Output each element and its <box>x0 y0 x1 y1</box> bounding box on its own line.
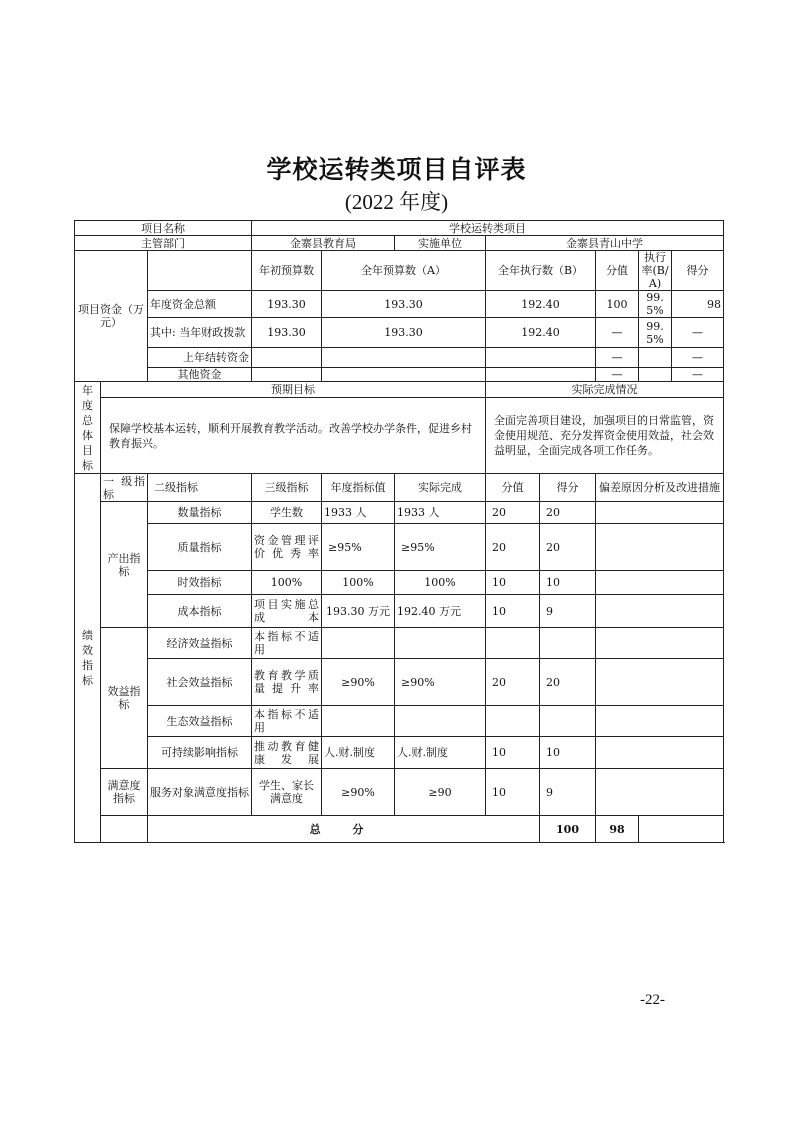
indicator-score: 9 <box>540 595 596 628</box>
funds-row-annual <box>322 348 486 368</box>
funds-row-label: 其他资金 <box>148 368 252 382</box>
indicators-header-score: 得分 <box>540 474 596 502</box>
goals-content-row <box>75 398 724 474</box>
indicator-row <box>75 659 724 706</box>
indicator-row <box>75 524 724 571</box>
funds-row-exec <box>486 368 596 382</box>
indicator-level2: 成本指标 <box>148 595 252 628</box>
funds-row-initial <box>252 348 322 368</box>
indicator-actual <box>395 628 486 659</box>
indicator-level3: 教育教学质量提升率 <box>252 659 322 706</box>
funds-row-initial: 193.30 <box>252 318 322 348</box>
indicator-level2: 质量指标 <box>148 524 252 571</box>
indicator-score: 9 <box>540 769 596 816</box>
indicator-row <box>75 706 724 737</box>
funds-row-exec: 192.40 <box>486 318 596 348</box>
funds-row-score: — <box>672 368 724 382</box>
funds-header-exec: 全年执行数（B） <box>486 251 596 291</box>
indicator-value: 10 <box>486 737 540 769</box>
indicator-score <box>540 628 596 659</box>
funds-row-initial <box>252 368 322 382</box>
funds-header-row <box>75 251 724 291</box>
indicator-actual <box>395 706 486 737</box>
indicator-level3: 推动教育健康发展 <box>252 737 322 769</box>
indicator-level3: 100% <box>252 571 322 595</box>
funds-row <box>75 291 724 318</box>
indicator-actual: 100% <box>395 571 486 595</box>
funds-row-label: 其中: 当年财政拨款 <box>148 318 252 348</box>
indicator-target: 1933 人 <box>322 502 395 524</box>
indicators-header-row <box>75 474 724 502</box>
indicator-target: 193.30 万元 <box>322 595 395 628</box>
indicators-header-value: 分值 <box>486 474 540 502</box>
funds-row-rate: 99.5% <box>639 291 672 318</box>
indicator-level2: 时效指标 <box>148 571 252 595</box>
total-score: 98 <box>596 816 639 843</box>
indicator-value: 10 <box>486 769 540 816</box>
benefit-indicators-label: 效益指标 <box>101 628 148 769</box>
indicator-analysis <box>596 706 724 737</box>
satisfaction-indicators-label: 满意度指标 <box>101 769 148 816</box>
indicator-level3: 学生数 <box>252 502 322 524</box>
indicator-level2: 可持续影响指标 <box>148 737 252 769</box>
funds-row-value: — <box>596 368 639 382</box>
indicator-value: 20 <box>486 502 540 524</box>
funds-row-exec <box>486 348 596 368</box>
total-label: 总 分 <box>148 816 540 843</box>
project-name-value: 学校运转类项目 <box>252 221 724 236</box>
funds-section-label: 项目资金（万元） <box>75 251 148 382</box>
page-subtitle: (2022 年度) <box>344 190 449 214</box>
indicator-row <box>75 571 724 595</box>
indicator-level2: 经济效益指标 <box>148 628 252 659</box>
goals-actual-text: 全面完善项目建设，加强项目的日常监管，资金使用规范、充分发挥资金使用效益，社会效益明显，全面完成各项工作任务。 <box>486 398 724 474</box>
indicator-analysis <box>596 595 724 628</box>
indicator-row <box>75 769 724 816</box>
total-analysis <box>639 816 724 843</box>
funds-row-rate: 99.5% <box>639 318 672 348</box>
indicator-level2: 数量指标 <box>148 502 252 524</box>
indicator-target: ≥95% <box>322 524 395 571</box>
funds-row-initial: 193.30 <box>252 291 322 318</box>
goals-section-label: 年度总体目标 <box>75 382 101 474</box>
indicator-target <box>322 706 395 737</box>
evaluation-table <box>74 220 724 843</box>
funds-header-value: 分值 <box>596 251 639 291</box>
indicator-level2: 生态效益指标 <box>148 706 252 737</box>
funds-row-value: 100 <box>596 291 639 318</box>
indicator-analysis <box>596 571 724 595</box>
funds-row-annual: 193.30 <box>322 291 486 318</box>
unit-label: 实施单位 <box>395 236 486 251</box>
funds-row <box>75 318 724 348</box>
indicator-analysis <box>596 659 724 706</box>
funds-header-score: 得分 <box>672 251 724 291</box>
indicators-header-level2: 二级指标 <box>148 474 252 502</box>
funds-header-annual: 全年预算数（A） <box>322 251 486 291</box>
indicator-value <box>486 628 540 659</box>
indicator-actual: ≥90% <box>395 659 486 706</box>
indicator-score <box>540 706 596 737</box>
indicator-score: 10 <box>540 571 596 595</box>
indicator-value: 10 <box>486 595 540 628</box>
funds-header-blank <box>148 251 252 291</box>
funds-row-score: — <box>672 348 724 368</box>
indicator-target: 100% <box>322 571 395 595</box>
indicator-actual: ≥95% <box>395 524 486 571</box>
indicators-header-target: 年度指标值 <box>322 474 395 502</box>
indicator-target <box>322 628 395 659</box>
funds-row-annual <box>322 368 486 382</box>
indicator-analysis <box>596 628 724 659</box>
output-indicators-label: 产出指标 <box>101 502 148 628</box>
indicator-actual: ≥90 <box>395 769 486 816</box>
indicator-analysis <box>596 737 724 769</box>
indicator-level3: 项目实施总成本 <box>252 595 322 628</box>
page-title: 学校运转类项目自评表 <box>266 155 527 184</box>
funds-row-annual: 193.30 <box>322 318 486 348</box>
total-value: 100 <box>540 816 596 843</box>
goals-actual-label: 实际完成情况 <box>486 382 724 398</box>
indicator-score: 20 <box>540 502 596 524</box>
dept-value: 金寨县教育局 <box>252 236 395 251</box>
indicator-level3: 学生、家长满意度 <box>252 769 322 816</box>
unit-value: 金寨县青山中学 <box>486 236 724 251</box>
indicator-level3: 资金管理评价优秀率 <box>252 524 322 571</box>
indicators-header-analysis: 偏差原因分析及改进措施 <box>596 474 724 502</box>
indicators-header-level3: 三级指标 <box>252 474 322 502</box>
indicator-value: 10 <box>486 571 540 595</box>
project-name-label: 项目名称 <box>75 221 252 236</box>
indicator-score: 10 <box>540 737 596 769</box>
indicator-score: 20 <box>540 659 596 706</box>
funds-row-rate <box>639 348 672 368</box>
funds-row-rate <box>639 368 672 382</box>
indicators-header-actual: 实际完成 <box>395 474 486 502</box>
funds-row <box>75 368 724 382</box>
funds-header-rate: 执行率(B/A) <box>639 251 672 291</box>
funds-row-score: — <box>672 318 724 348</box>
indicator-score: 20 <box>540 524 596 571</box>
indicator-actual: 1933 人 <box>395 502 486 524</box>
indicator-value: 20 <box>486 524 540 571</box>
funds-row-exec: 192.40 <box>486 291 596 318</box>
project-name-row <box>75 221 724 236</box>
indicator-analysis <box>596 769 724 816</box>
funds-row-label: 上年结转资金 <box>148 348 252 368</box>
indicators-header-level1: 一 级指标 <box>101 474 148 502</box>
indicator-value: 20 <box>486 659 540 706</box>
indicator-row <box>75 595 724 628</box>
funds-row-score: 98 <box>672 291 724 318</box>
goals-header-row <box>75 382 724 398</box>
funds-row-value: — <box>596 318 639 348</box>
indicator-row <box>75 737 724 769</box>
indicator-target: ≥90% <box>322 659 395 706</box>
indicator-target: ≥90% <box>322 769 395 816</box>
goals-expected-text: 保障学校基本运转，顺利开展教育教学活动。改善学校办学条件，促进乡村教育振兴。 <box>101 398 486 474</box>
funds-row-label: 年度资金总额 <box>148 291 252 318</box>
indicators-section-label: 绩效指标 <box>75 474 101 843</box>
page-number: -22- <box>640 992 665 1008</box>
indicator-level2: 社会效益指标 <box>148 659 252 706</box>
indicator-analysis <box>596 502 724 524</box>
dept-row <box>75 236 724 251</box>
indicator-row <box>75 502 724 524</box>
goals-expected-label: 预期目标 <box>101 382 486 398</box>
indicator-level3: 本指标不适用 <box>252 706 322 737</box>
indicator-actual: 192.40 万元 <box>395 595 486 628</box>
total-row <box>75 816 724 843</box>
indicator-level2: 服务对象满意度指标 <box>148 769 252 816</box>
indicator-target: 人.财.制度 <box>322 737 395 769</box>
indicator-value <box>486 706 540 737</box>
indicator-level3: 本指标不适用 <box>252 628 322 659</box>
funds-row-value: — <box>596 348 639 368</box>
total-blank <box>101 816 148 843</box>
dept-label: 主管部门 <box>75 236 252 251</box>
indicator-actual: 人.财.制度 <box>395 737 486 769</box>
indicator-row <box>75 628 724 659</box>
funds-header-initial: 年初预算数 <box>252 251 322 291</box>
indicator-analysis <box>596 524 724 571</box>
funds-row <box>75 348 724 368</box>
